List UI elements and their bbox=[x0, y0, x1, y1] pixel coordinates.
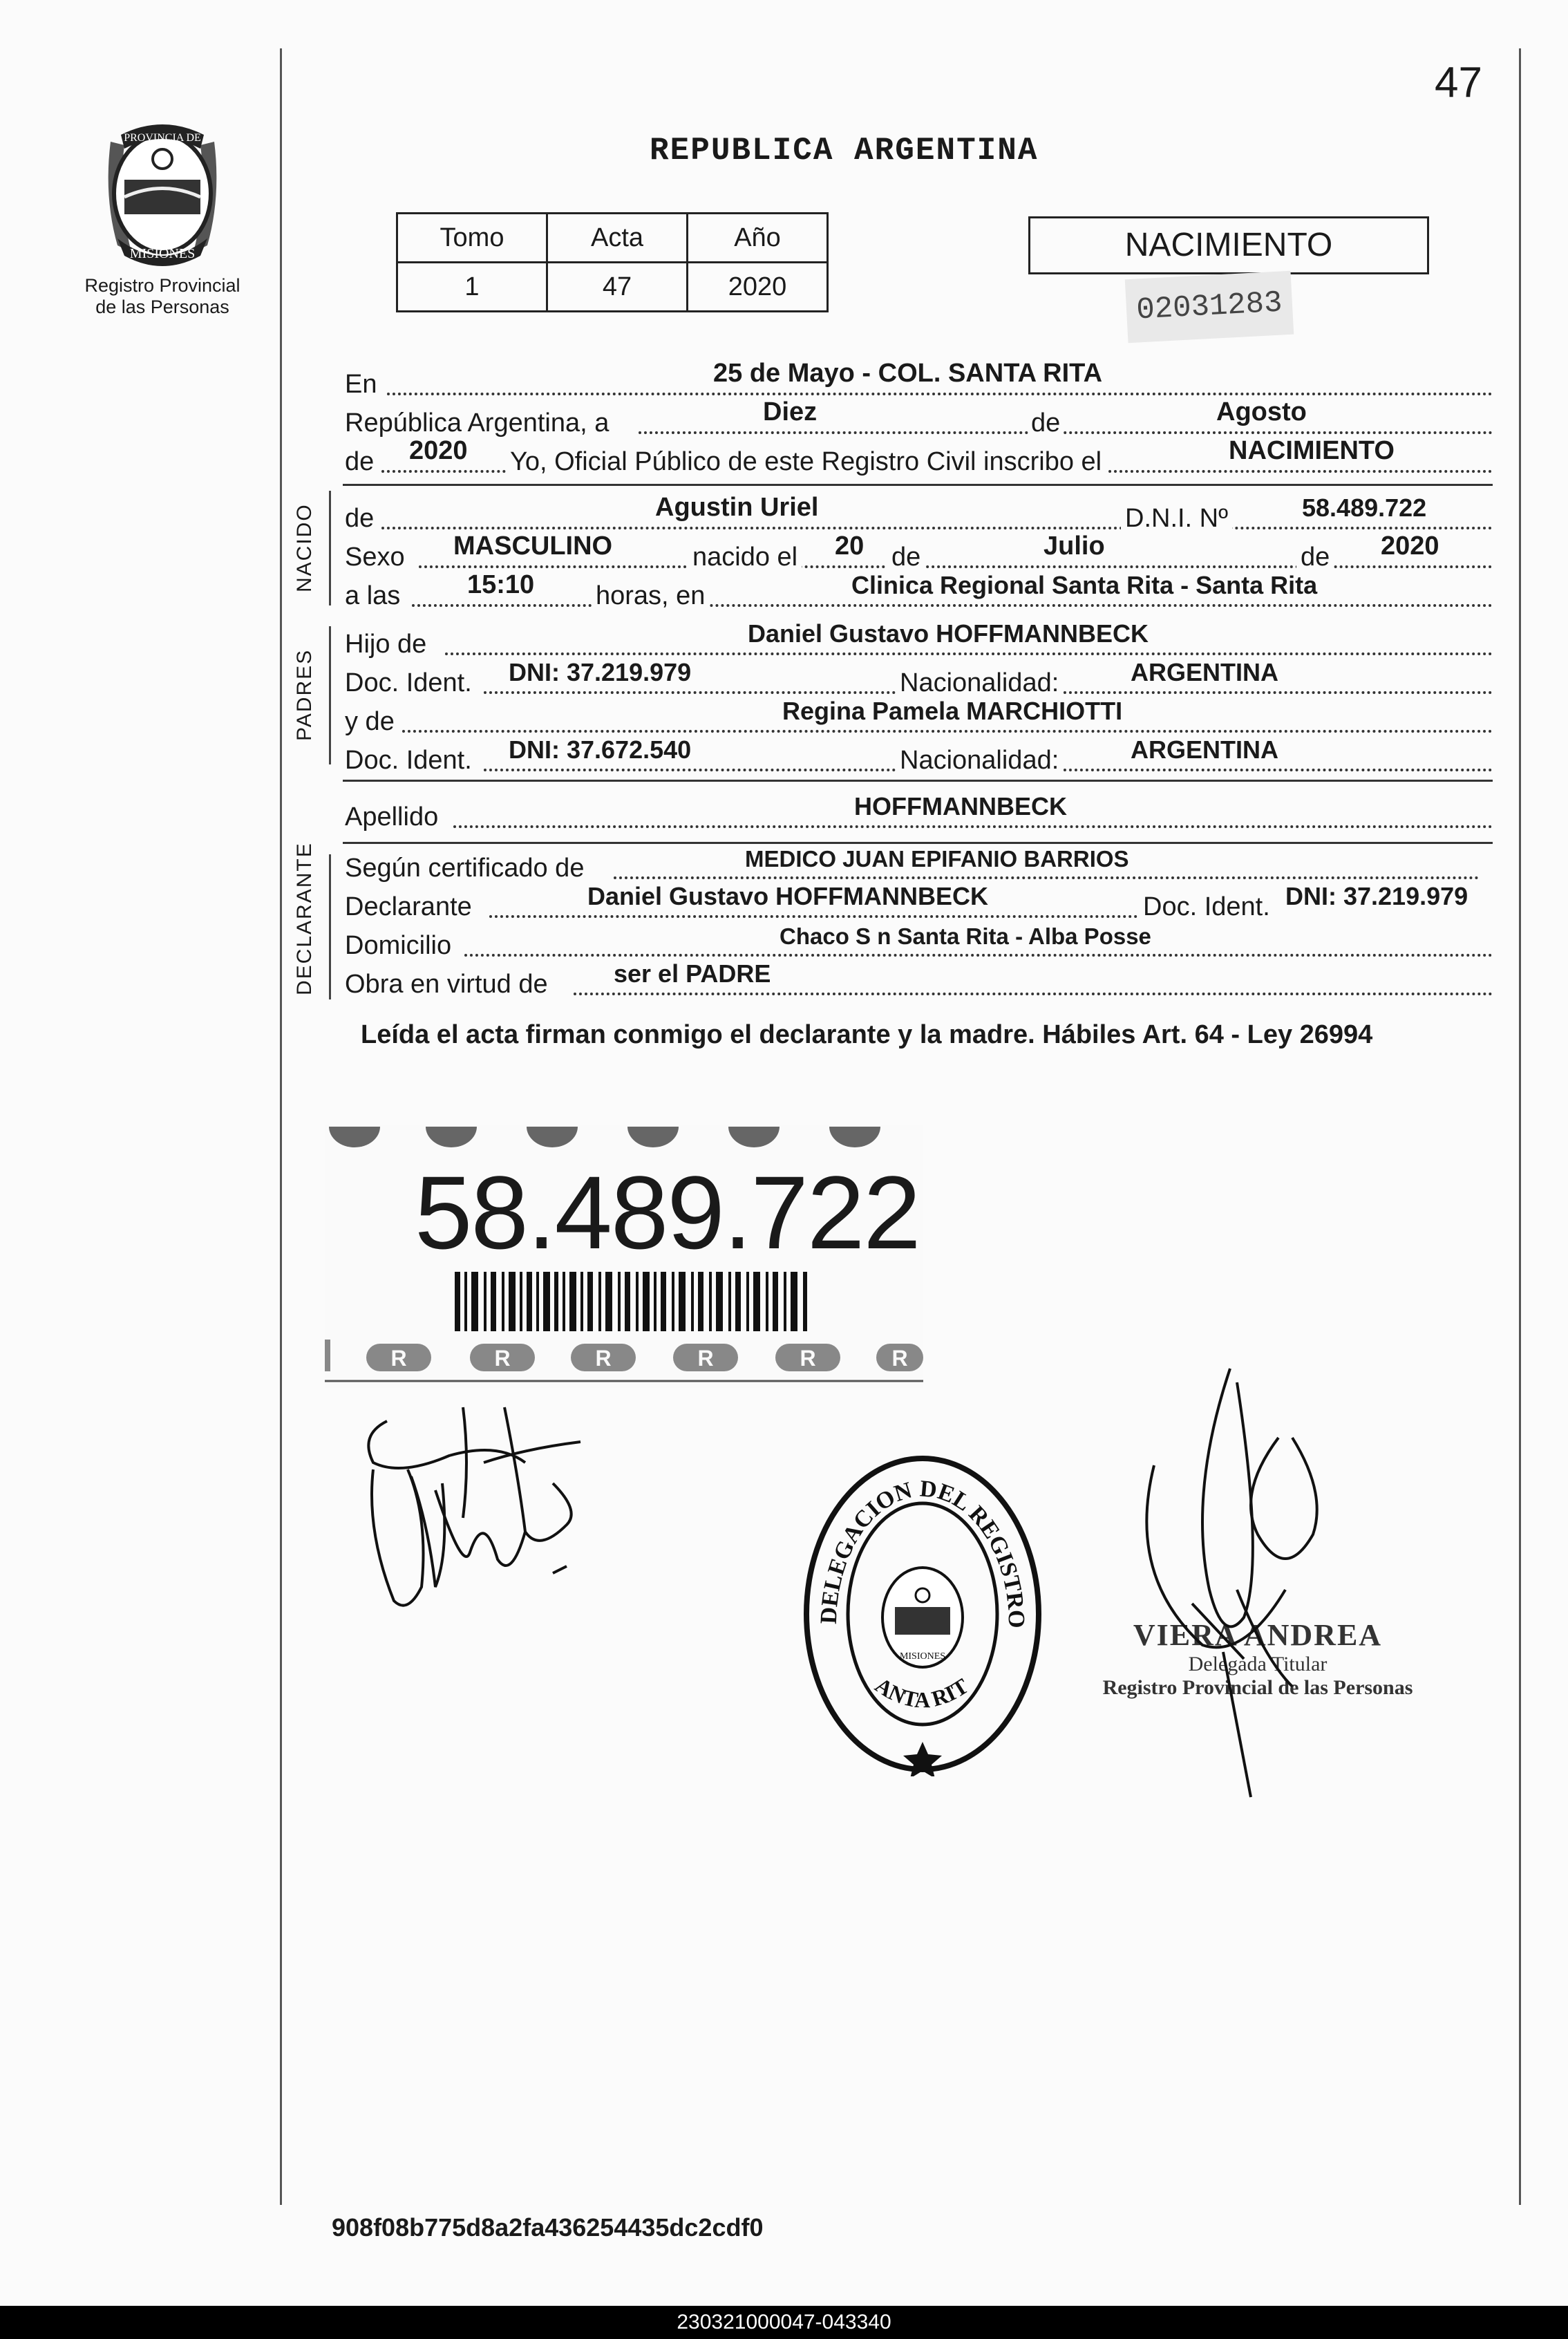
value-type: NACIMIENTO bbox=[1229, 436, 1395, 465]
label-doc-ident-3: Doc. Ident. bbox=[1139, 892, 1274, 922]
divider bbox=[343, 780, 1493, 782]
dotted-line bbox=[614, 876, 1479, 879]
nacido-bracket bbox=[329, 491, 331, 605]
value-father-nationality: ARGENTINA bbox=[1131, 658, 1278, 686]
serial-number: 02031283 bbox=[1135, 285, 1283, 328]
anio-header: Año bbox=[688, 214, 828, 263]
label-y-de: y de bbox=[345, 707, 395, 736]
serial-stamp bbox=[1125, 271, 1294, 343]
label-horas-en: horas, en bbox=[592, 581, 709, 611]
label-a-las: a las bbox=[345, 581, 401, 610]
official-name: VIERA ANDREA bbox=[1133, 1618, 1383, 1652]
tomo-header: Tomo bbox=[397, 214, 547, 263]
label-en: En bbox=[345, 370, 377, 399]
value-day-words: Diez bbox=[763, 397, 818, 426]
acta-value: 47 bbox=[547, 263, 688, 312]
label-doc-ident-2: Doc. Ident. bbox=[345, 746, 472, 775]
row-surname bbox=[343, 792, 1493, 836]
section-declarante: DECLARANTE bbox=[293, 842, 316, 995]
svg-text:R: R bbox=[800, 1346, 816, 1371]
value-birth-month: Julio bbox=[1043, 532, 1105, 561]
province-seal bbox=[90, 114, 235, 273]
svg-text:MISIONES: MISIONES bbox=[129, 246, 196, 261]
label-de-year: de bbox=[345, 447, 375, 476]
signature-icon bbox=[1106, 1355, 1368, 1811]
row-place bbox=[343, 359, 1493, 404]
anio-value: 2020 bbox=[688, 263, 828, 312]
row-address bbox=[343, 923, 1493, 965]
tomo-acta-table bbox=[396, 212, 829, 312]
value-mother-nationality: ARGENTINA bbox=[1131, 735, 1278, 764]
dotted-line bbox=[453, 825, 1493, 828]
svg-text:R: R bbox=[697, 1346, 714, 1371]
svg-text:SANTA RITA: ANTA RIT bbox=[871, 1672, 972, 1713]
value-virtue: ser el PADRE bbox=[614, 959, 771, 988]
label-de: de bbox=[1028, 408, 1063, 438]
label-de-name: de bbox=[345, 504, 375, 533]
label-segun-certificado: Según certificado de bbox=[345, 854, 585, 883]
row-mother-doc bbox=[343, 735, 1493, 780]
dni-sticker-number: 58.489.722 bbox=[415, 1154, 920, 1270]
dotted-line bbox=[387, 393, 1493, 395]
value-dni: 58.489.722 bbox=[1302, 494, 1427, 522]
dotted-line bbox=[381, 527, 1493, 529]
dotted-line bbox=[464, 954, 1493, 957]
record-type: NACIMIENTO bbox=[1124, 227, 1333, 263]
label-oficial: Yo, Oficial Público de este Registro Civil inscribo el bbox=[506, 447, 1106, 477]
row-virtue bbox=[343, 959, 1493, 1004]
official-office: Registro Provincial de las Personas bbox=[1102, 1676, 1413, 1699]
value-birth-year: 2020 bbox=[1381, 532, 1439, 561]
label-obra-en-virtud: Obra en virtud de bbox=[345, 970, 548, 999]
value-birth-day: 20 bbox=[835, 532, 865, 561]
svg-text:DELEGACION DEL REGISTRO PROVIN: DELEGACION DEL REGISTRO bbox=[815, 1476, 1030, 1629]
registry-stamp bbox=[795, 1452, 1050, 1776]
section-nacido: NACIDO bbox=[293, 503, 316, 593]
scan-id-bar bbox=[0, 2306, 1568, 2339]
value-place: 25 de Mayo - COL. SANTA RITA bbox=[713, 359, 1103, 388]
value-father: Daniel Gustavo HOFFMANNBECK bbox=[748, 619, 1149, 648]
signature-icon bbox=[346, 1380, 594, 1628]
label-declarante: Declarante bbox=[345, 892, 472, 921]
official-role: Delegada Titular bbox=[1188, 1653, 1328, 1675]
page-title: REPUBLICA ARGENTINA bbox=[650, 133, 1039, 169]
row-declarant bbox=[343, 882, 1493, 926]
closing-note: Leída el acta firman conmigo el declarante y la madre. Hábiles Art. 64 - Ley 26994 bbox=[361, 1020, 1373, 1049]
label-doc-ident: Doc. Ident. bbox=[345, 668, 472, 697]
divider bbox=[343, 842, 1493, 844]
divider bbox=[343, 484, 1493, 486]
label-nacionalidad: Nacionalidad: bbox=[896, 668, 1063, 698]
label-apellido: Apellido bbox=[345, 802, 439, 832]
svg-text:R: R bbox=[390, 1346, 407, 1371]
label-de-month: de bbox=[887, 543, 925, 572]
value-mother: Regina Pamela MARCHIOTTI bbox=[782, 697, 1123, 725]
value-birth-place: Clinica Regional Santa Rita - Santa Rita bbox=[851, 571, 1318, 599]
record-type-box bbox=[1028, 216, 1429, 274]
label-nacido-el: nacido el bbox=[688, 543, 802, 572]
row-time-place bbox=[343, 570, 1493, 615]
padres-bracket bbox=[329, 626, 331, 764]
scan-id: 230321000047-043340 bbox=[677, 2311, 891, 2333]
acta-header: Acta bbox=[547, 214, 688, 263]
label-domicilio: Domicilio bbox=[345, 931, 452, 960]
registry-name: Registro Provincial de las Personas bbox=[84, 275, 240, 317]
dotted-line bbox=[574, 993, 1493, 995]
dotted-line bbox=[445, 652, 1493, 655]
svg-text:R: R bbox=[891, 1346, 908, 1371]
section-padres: PADRES bbox=[293, 648, 316, 741]
value-mother-doc: DNI: 37.672.540 bbox=[509, 735, 692, 764]
registry-stamp-icon bbox=[795, 1452, 1050, 1776]
value-time: 15:10 bbox=[467, 570, 535, 599]
svg-text:R: R bbox=[595, 1346, 612, 1371]
page-number: 47 bbox=[1435, 59, 1482, 106]
svg-text:R: R bbox=[494, 1346, 511, 1371]
label-nacionalidad-2: Nacionalidad: bbox=[896, 746, 1063, 776]
value-surname: HOFFMANNBECK bbox=[854, 792, 1067, 820]
value-month: Agosto bbox=[1216, 397, 1307, 426]
svg-text:PROVINCIA DE: PROVINCIA DE bbox=[124, 132, 201, 144]
label-dni: D.N.I. Nº bbox=[1121, 504, 1232, 534]
label-sexo: Sexo bbox=[345, 543, 405, 572]
value-address: Chaco S n Santa Rita - Alba Posse bbox=[780, 923, 1151, 949]
left-margin-rule bbox=[280, 48, 282, 2205]
province-seal-icon bbox=[90, 114, 235, 273]
right-margin-rule bbox=[1519, 48, 1521, 2205]
mother-signature bbox=[346, 1380, 594, 1628]
dni-sticker bbox=[325, 1125, 923, 1388]
value-certificate: MEDICO JUAN EPIFANIO BARRIOS bbox=[745, 846, 1129, 872]
value-declarant: Daniel Gustavo HOFFMANNBECK bbox=[587, 882, 989, 910]
label-de-birth-year: de bbox=[1296, 543, 1334, 572]
document-hash: 908f08b775d8a2fa436254435dc2cdf0 bbox=[332, 2213, 764, 2242]
dotted-line bbox=[412, 604, 1493, 607]
value-name: Agustin Uriel bbox=[655, 493, 819, 522]
row-inscription bbox=[343, 436, 1493, 481]
tomo-value: 1 bbox=[397, 263, 547, 312]
value-sex: MASCULINO bbox=[453, 532, 613, 561]
label-hijo-de: Hijo de bbox=[345, 630, 427, 659]
dotted-line bbox=[402, 730, 1493, 733]
value-father-doc: DNI: 37.219.979 bbox=[509, 658, 692, 686]
declarante-bracket bbox=[329, 854, 331, 999]
official-signature bbox=[1106, 1355, 1368, 1811]
value-year: 2020 bbox=[409, 436, 468, 465]
dotted-line bbox=[639, 431, 1493, 434]
value-declarant-doc: DNI: 37.219.979 bbox=[1285, 882, 1468, 910]
svg-text:MISIONES: MISIONES bbox=[899, 1651, 946, 1662]
label-republica: República Argentina, a bbox=[345, 408, 610, 438]
